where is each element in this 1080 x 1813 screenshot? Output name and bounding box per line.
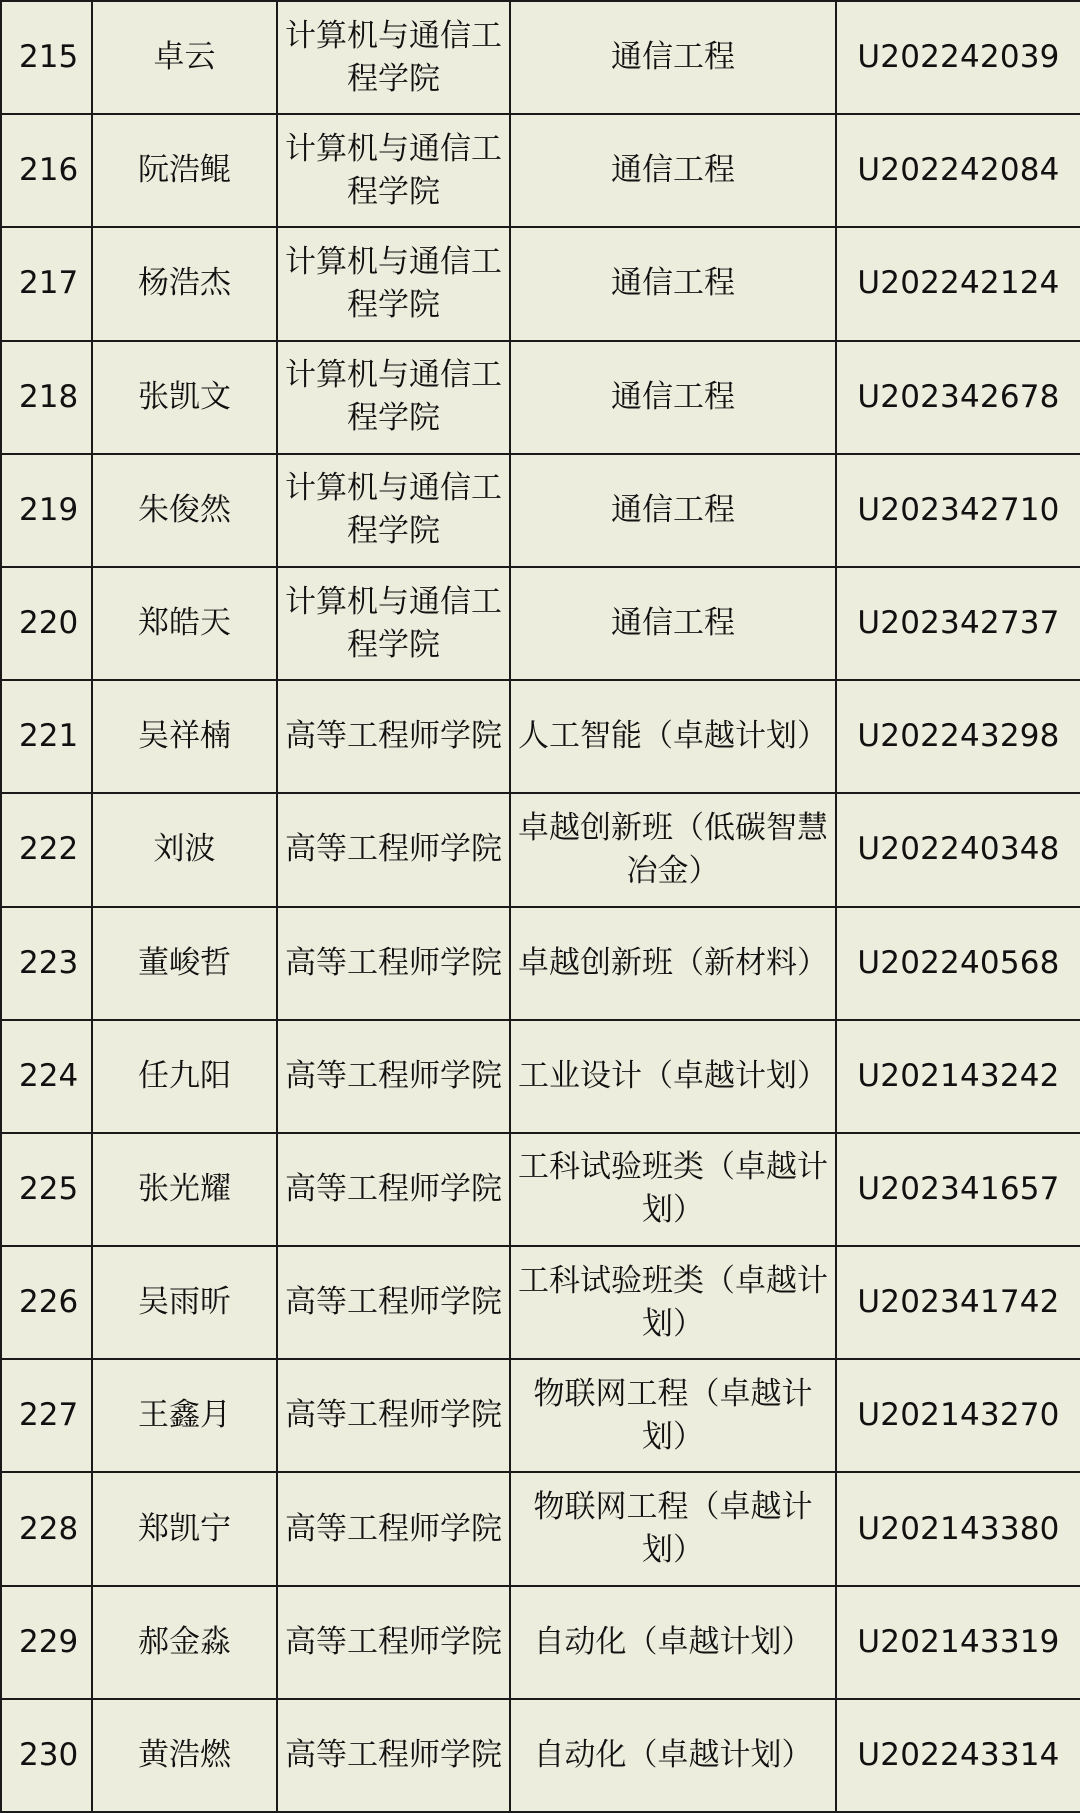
college-cell: 高等工程师学院 [277,680,510,793]
table-row [1,1020,1080,1133]
table-row [1,680,1080,793]
student-name-cell: 郑凯宁 [92,1472,277,1585]
student-name-cell: 刘波 [92,793,277,906]
major-cell: 自动化（卓越计划） [510,1586,836,1699]
row-number-cell: 227 [1,1359,92,1472]
student-name-cell: 阮浩鲲 [92,114,277,227]
table-row [1,1,1080,114]
college-cell: 计算机与通信工程学院 [277,567,510,680]
college-cell: 高等工程师学院 [277,907,510,1020]
student-name-cell: 吴祥楠 [92,680,277,793]
student-id-cell: U202243314 [836,1699,1080,1812]
table-row [1,1133,1080,1246]
student-id-cell: U202143270 [836,1359,1080,1472]
major-cell: 通信工程 [510,227,836,340]
college-cell: 计算机与通信工程学院 [277,114,510,227]
student-name-cell: 吴雨昕 [92,1246,277,1359]
student-name-cell: 郑皓天 [92,567,277,680]
row-number-cell: 224 [1,1020,92,1133]
student-name-cell: 王鑫月 [92,1359,277,1472]
student-id-cell: U202342737 [836,567,1080,680]
student-name-cell: 董峻哲 [92,907,277,1020]
student-id-cell: U202342710 [836,454,1080,567]
table-row [1,567,1080,680]
college-cell: 高等工程师学院 [277,1020,510,1133]
college-cell: 高等工程师学院 [277,793,510,906]
table-row [1,1699,1080,1812]
college-cell: 高等工程师学院 [277,1472,510,1585]
major-cell: 自动化（卓越计划） [510,1699,836,1812]
major-cell: 卓越创新班（新材料） [510,907,836,1020]
table-row [1,1246,1080,1359]
student-id-cell: U202240568 [836,907,1080,1020]
student-id-cell: U202242084 [836,114,1080,227]
major-cell: 人工智能（卓越计划） [510,680,836,793]
table-row [1,907,1080,1020]
major-cell: 工科试验班类（卓越计划） [510,1133,836,1246]
college-cell: 计算机与通信工程学院 [277,341,510,454]
college-cell: 高等工程师学院 [277,1699,510,1812]
student-name-cell: 朱俊然 [92,454,277,567]
college-cell: 计算机与通信工程学院 [277,227,510,340]
row-number-cell: 216 [1,114,92,227]
student-name-cell: 任九阳 [92,1020,277,1133]
major-cell: 通信工程 [510,454,836,567]
table-row [1,227,1080,340]
student-name-cell: 杨浩杰 [92,227,277,340]
student-id-cell: U202143242 [836,1020,1080,1133]
row-number-cell: 219 [1,454,92,567]
student-name-cell: 张凯文 [92,341,277,454]
major-cell: 工业设计（卓越计划） [510,1020,836,1133]
table-row [1,454,1080,567]
row-number-cell: 218 [1,341,92,454]
student-name-cell: 郝金淼 [92,1586,277,1699]
student-id-cell: U202342678 [836,341,1080,454]
table-row [1,341,1080,454]
student-id-cell: U202143319 [836,1586,1080,1699]
student-id-cell: U202143380 [836,1472,1080,1585]
row-number-cell: 230 [1,1699,92,1812]
college-cell: 高等工程师学院 [277,1359,510,1472]
college-cell: 高等工程师学院 [277,1246,510,1359]
student-id-cell: U202242039 [836,1,1080,114]
table-row [1,1586,1080,1699]
major-cell: 物联网工程（卓越计划） [510,1359,836,1472]
student-id-cell: U202242124 [836,227,1080,340]
row-number-cell: 222 [1,793,92,906]
student-id-cell: U202341742 [836,1246,1080,1359]
table-row [1,1359,1080,1472]
table-row [1,114,1080,227]
table-row [1,1472,1080,1585]
row-number-cell: 215 [1,1,92,114]
row-number-cell: 229 [1,1586,92,1699]
major-cell: 卓越创新班（低碳智慧冶金） [510,793,836,906]
table-body [1,1,1080,1812]
college-cell: 计算机与通信工程学院 [277,454,510,567]
row-number-cell: 223 [1,907,92,1020]
college-cell: 高等工程师学院 [277,1586,510,1699]
major-cell: 通信工程 [510,114,836,227]
student-id-cell: U202240348 [836,793,1080,906]
major-cell: 通信工程 [510,567,836,680]
college-cell: 计算机与通信工程学院 [277,1,510,114]
major-cell: 通信工程 [510,341,836,454]
major-cell: 物联网工程（卓越计划） [510,1472,836,1585]
student-name-cell: 张光耀 [92,1133,277,1246]
row-number-cell: 225 [1,1133,92,1246]
student-id-cell: U202341657 [836,1133,1080,1246]
student-id-cell: U202243298 [836,680,1080,793]
row-number-cell: 220 [1,567,92,680]
college-cell: 高等工程师学院 [277,1133,510,1246]
major-cell: 工科试验班类（卓越计划） [510,1246,836,1359]
major-cell: 通信工程 [510,1,836,114]
row-number-cell: 221 [1,680,92,793]
table-row [1,793,1080,906]
row-number-cell: 228 [1,1472,92,1585]
student-name-cell: 黄浩燃 [92,1699,277,1812]
row-number-cell: 226 [1,1246,92,1359]
row-number-cell: 217 [1,227,92,340]
student-name-cell: 卓云 [92,1,277,114]
